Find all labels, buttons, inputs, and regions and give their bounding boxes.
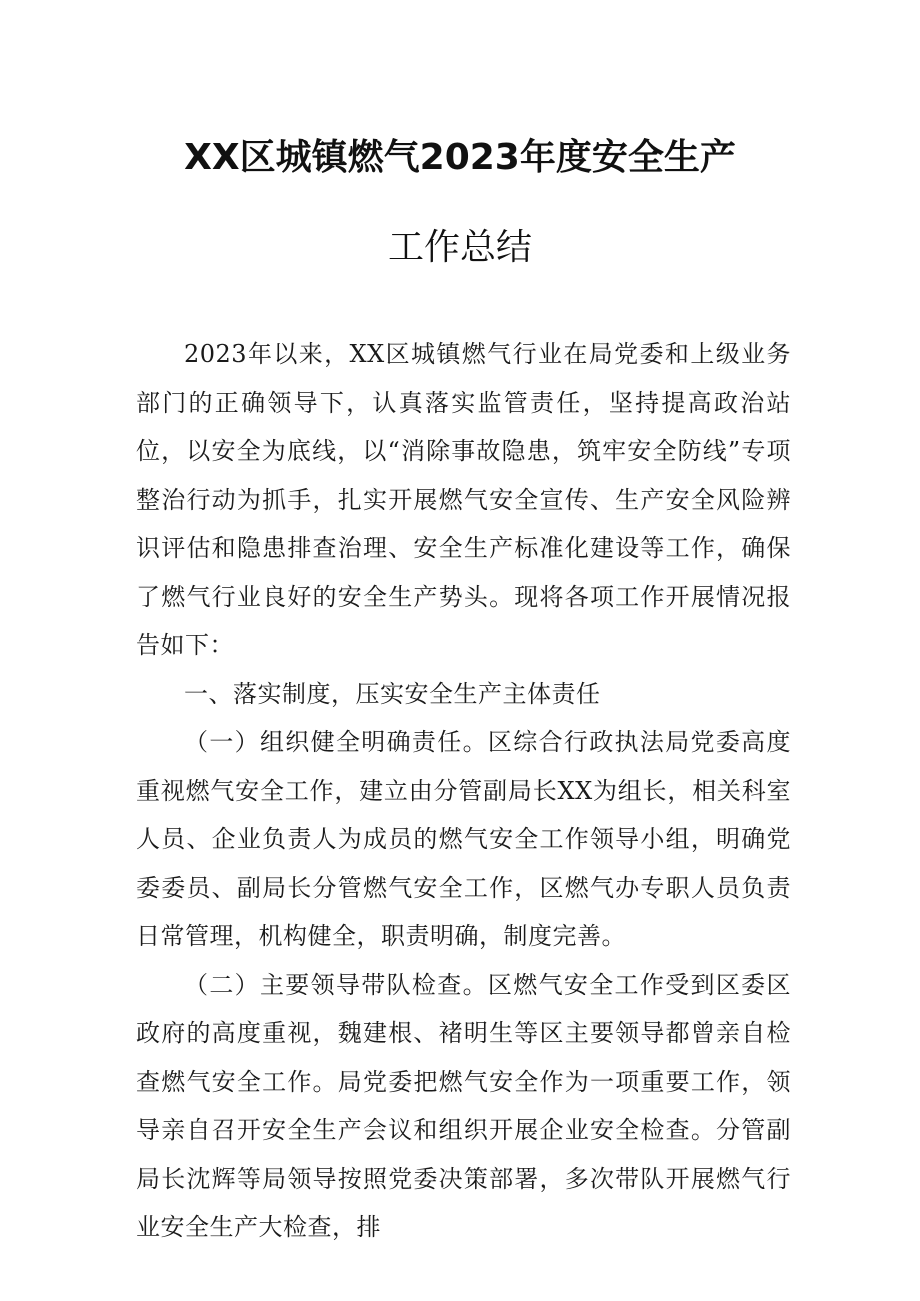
document-title-line-2: 工作总结: [387, 227, 532, 268]
document-title-line-1: XX区城镇燃气2023年度安全生产: [184, 137, 736, 178]
document-body: [136, 330, 791, 1252]
intro-paragraph: 2023年以来，XX区城镇燃气行业在局党委和上级业务部门的正确领导下，认真落实监管责任，坚持提高政治站位，以安全为底线，以“消除事故隐患，筑牢安全防线”专项整治行动为抓手，扎实开展燃气安全宣传、生产安全风险辨识评估和隐患排查治理、安全生产标准化建设等工作，确保了燃气行业良好的安全生产势头。现将各项工作开展情况报告如下：: [136, 340, 791, 659]
section-heading-1: 一、落实制度，压实安全生产主体责任: [184, 679, 601, 708]
subsection-paragraph-2: （二）主要领导带队检查。区燃气安全工作受到区委区政府的高度重视，魏建根、褚明生等区主要领导都曾亲自检查燃气安全工作。局党委把燃气安全作为一项重要工作，领导亲自召开安全生产会议和组织开展企业安全检查。分管副局长沈辉等局领导按照党委决策部署，多次带队开展燃气行业安全生产大检查，排: [136, 970, 791, 1241]
subsection-paragraph-1: （一）组织健全明确责任。区综合行政执法局党委高度重视燃气安全工作，建立由分管副局长XX为组长，相关科室人员、企业负责人为成员的燃气安全工作领导小组，明确党委委员、副局长分管燃气安全工作，区燃气办专职人员负责日常管理，机构健全，职责明确，制度完善。: [136, 728, 791, 950]
